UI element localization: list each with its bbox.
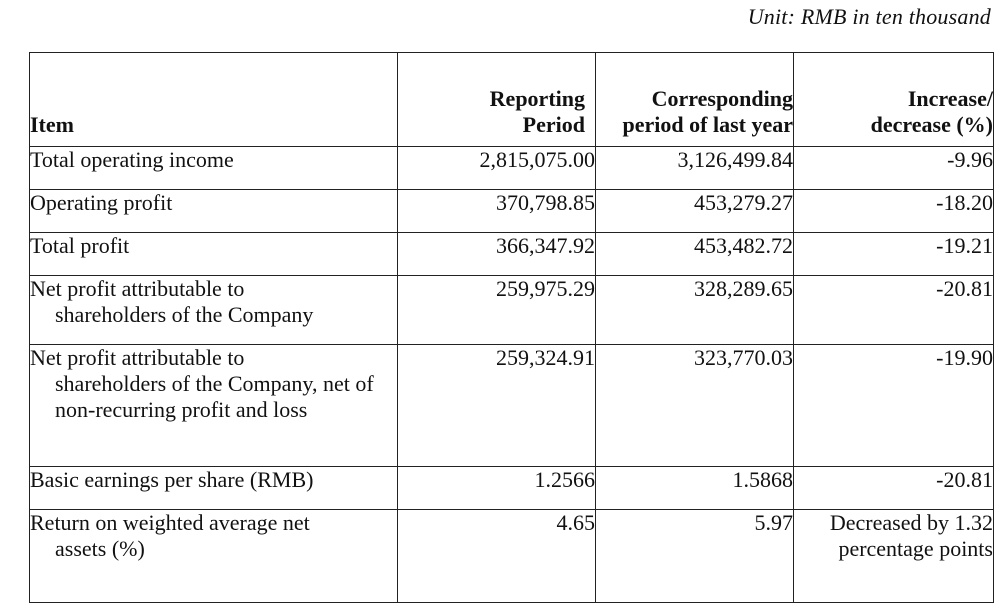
row-last-year-value: 453,482.72 — [596, 233, 794, 276]
row-reporting-value: 4.65 — [398, 510, 596, 603]
row-item: Total profit — [30, 233, 398, 276]
row-change-value: -20.81 — [794, 467, 994, 510]
row-last-year-value: 5.97 — [596, 510, 794, 603]
row-last-year-value: 1.5868 — [596, 467, 794, 510]
row-last-year-value: 453,279.27 — [596, 190, 794, 233]
row-reporting-value: 370,798.85 — [398, 190, 596, 233]
row-last-year-value: 323,770.03 — [596, 345, 794, 467]
row-reporting-value: 366,347.92 — [398, 233, 596, 276]
header-increase-decrease: Increase/ decrease (%) — [794, 53, 994, 147]
table-row — [30, 147, 994, 190]
row-item: Total operating income — [30, 147, 398, 190]
row-change-value: -18.20 — [794, 190, 994, 233]
row-item: Operating profit — [30, 190, 398, 233]
row-item: Return on weighted average net assets (%) — [30, 510, 398, 603]
row-change-value: Decreased by 1.32 percentage points — [794, 510, 994, 603]
row-change-value: -19.21 — [794, 233, 994, 276]
financial-summary-table — [29, 52, 994, 603]
table-row — [30, 467, 994, 510]
row-change-value: -20.81 — [794, 276, 994, 345]
row-reporting-value: 2,815,075.00 — [398, 147, 596, 190]
row-change-value: -19.90 — [794, 345, 994, 467]
table-row — [30, 190, 994, 233]
row-item: Basic earnings per share (RMB) — [30, 467, 398, 510]
table-row — [30, 276, 994, 345]
row-reporting-value: 1.2566 — [398, 467, 596, 510]
table-row — [30, 233, 994, 276]
row-last-year-value: 3,126,499.84 — [596, 147, 794, 190]
row-item: Net profit attributable to shareholders of the Company — [30, 276, 398, 345]
header-item: Item — [30, 53, 398, 147]
row-item: Net profit attributable to shareholders of the Company, net of non-recurring profit and loss — [30, 345, 398, 467]
table-header-row — [30, 53, 994, 147]
table-row — [30, 510, 994, 603]
row-reporting-value: 259,324.91 — [398, 345, 596, 467]
row-reporting-value: 259,975.29 — [398, 276, 596, 345]
header-reporting-period: Reporting Period — [398, 53, 596, 147]
unit-note: Unit: RMB in ten thousand — [747, 4, 991, 29]
row-change-value: -9.96 — [794, 147, 994, 190]
row-last-year-value: 328,289.65 — [596, 276, 794, 345]
header-corresponding-period: Corresponding period of last year — [596, 53, 794, 147]
table-row — [30, 345, 994, 467]
